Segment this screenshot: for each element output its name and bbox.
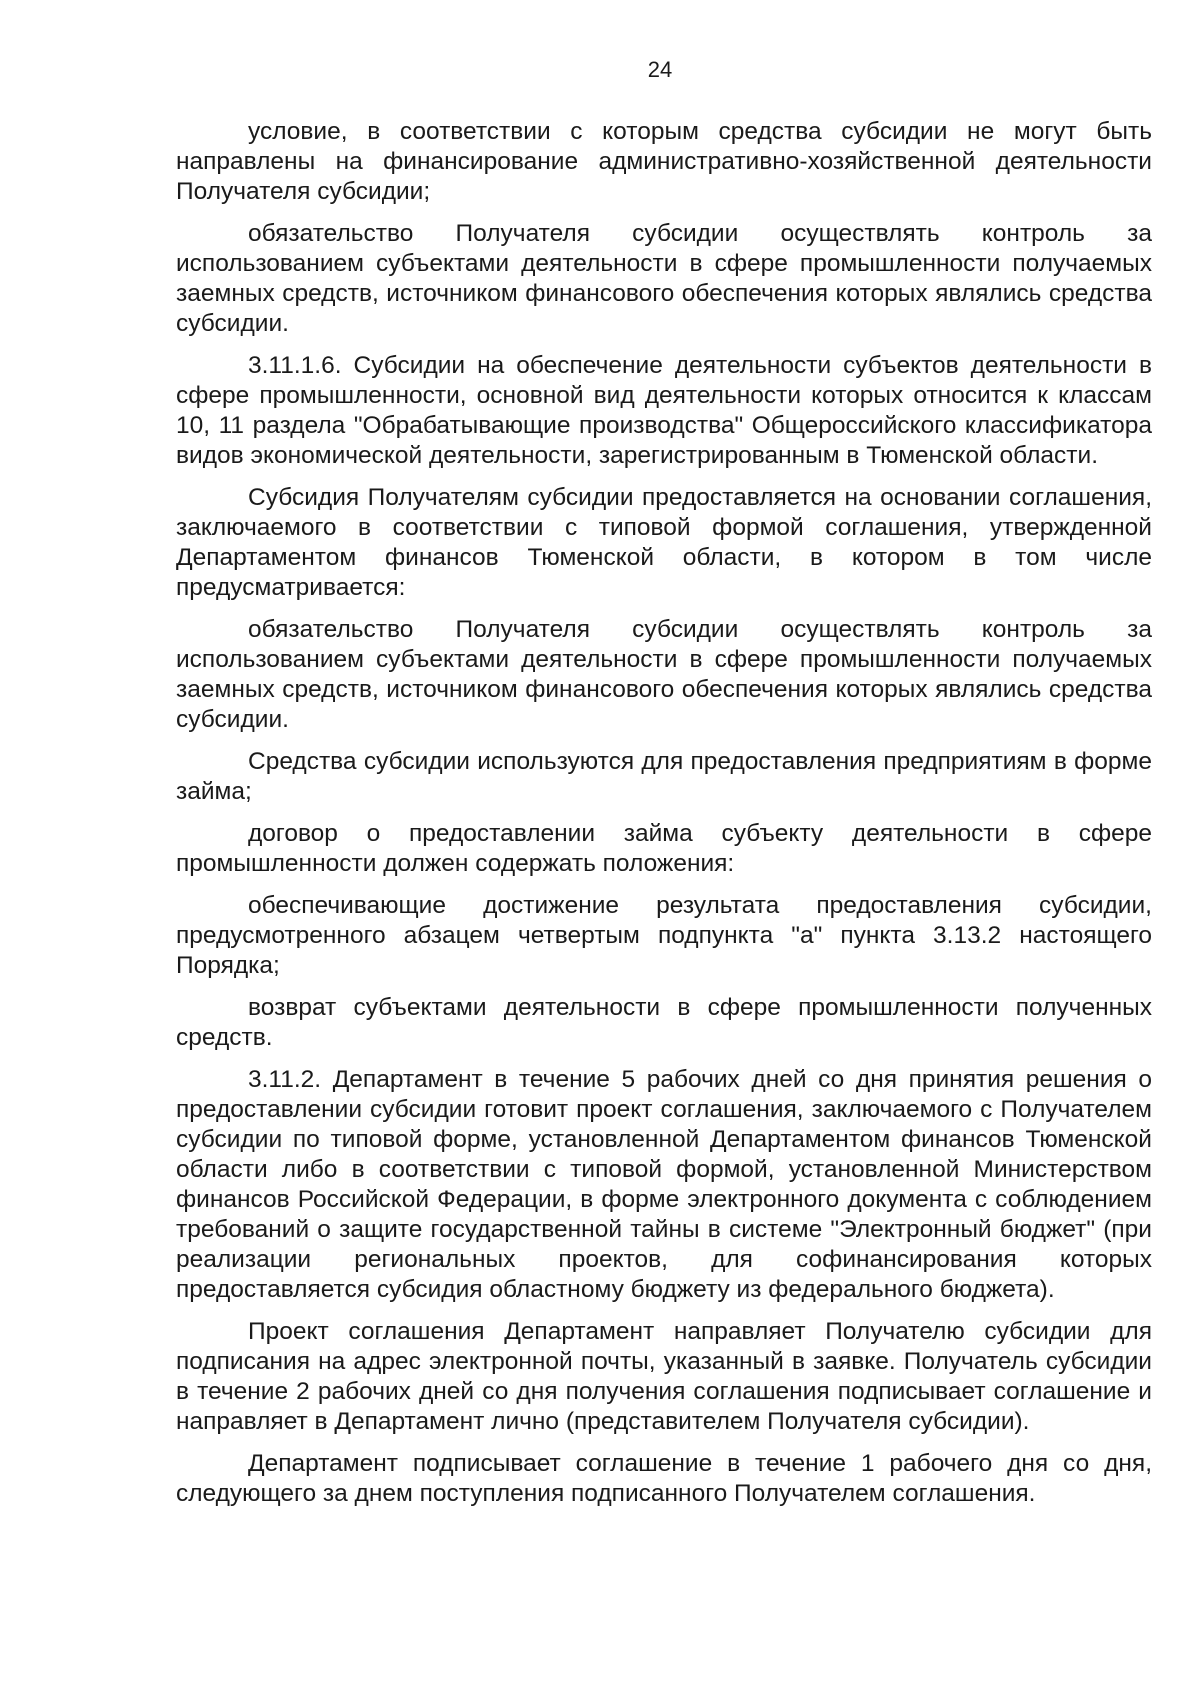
paragraph: Проект соглашения Департамент направляет Получателю субсидии для подписания на адрес электронной почты, указанный в заявке. Получатель субсидии в течение 2 рабочих дней со дня получения соглашения подписывает соглашение и направляет в Департамент лично (представителем Получателя субсидии). [176, 1318, 1152, 1435]
paragraph: договор о предоставлении займа субъекту деятельности в сфере промышленности должен содержать положения: [176, 820, 1152, 877]
paragraph: условие, в соответствии с которым средства субсидии не могут быть направлены на финансирование административно-хозяйственной деятельности Получателя субсидии; [176, 118, 1152, 205]
paragraph: 3.11.2. Департамент в течение 5 рабочих дней со дня принятия решения о предоставлении субсидии готовит проект соглашения, заключаемого с Получателем субсидии по типовой форме, установленной Департаментом финансов Тюменской области либо в соответствии с типовой формой, установленной Министерством финансов Российской Федерации, в форме электронного документа с соблюдением требований о защите государственной тайны в системе "Электронный бюджет" (при реализации региональных проектов, для софинансирования которых предоставляется субсидия областному бюджету из федерального бюджета). [176, 1066, 1152, 1303]
paragraph: обязательство Получателя субсидии осуществлять контроль за использованием субъектами деятельности в сфере промышленности получаемых заемных средств, источником финансового обеспечения которых являлись средства субсидии. [176, 220, 1152, 337]
paragraph: 3.11.1.6. Субсидии на обеспечение деятельности субъектов деятельности в сфере промышленности, основной вид деятельности которых относится к классам 10, 11 раздела "Обрабатывающие производства" Общероссийского классификатора видов экономической деятельности, зарегистрированным в Тюменской области. [176, 352, 1152, 469]
paragraph: Департамент подписывает соглашение в течение 1 рабочего дня со дня, следующего за днем поступления подписанного Получателем соглашения. [176, 1450, 1152, 1507]
document-body [176, 117, 1152, 1521]
paragraph: обеспечивающие достижение результата предоставления субсидии, предусмотренного абзацем четвертым подпункта "а" пункта 3.13.2 настоящего Порядка; [176, 892, 1152, 979]
paragraph: обязательство Получателя субсидии осуществлять контроль за использованием субъектами деятельности в сфере промышленности получаемых заемных средств, источником финансового обеспечения которых являлись средства субсидии. [176, 616, 1152, 733]
paragraph: Субсидия Получателям субсидии предоставляется на основании соглашения, заключаемого в соответствии с типовой формой соглашения, утвержденной Департаментом финансов Тюменской области, в котором в том числе предусматривается: [176, 484, 1152, 601]
paragraph: возврат субъектами деятельности в сфере промышленности полученных средств. [176, 994, 1152, 1051]
page-number: 24 [647, 57, 673, 82]
paragraph: Средства субсидии используются для предоставления предприятиям в форме займа; [176, 748, 1152, 805]
